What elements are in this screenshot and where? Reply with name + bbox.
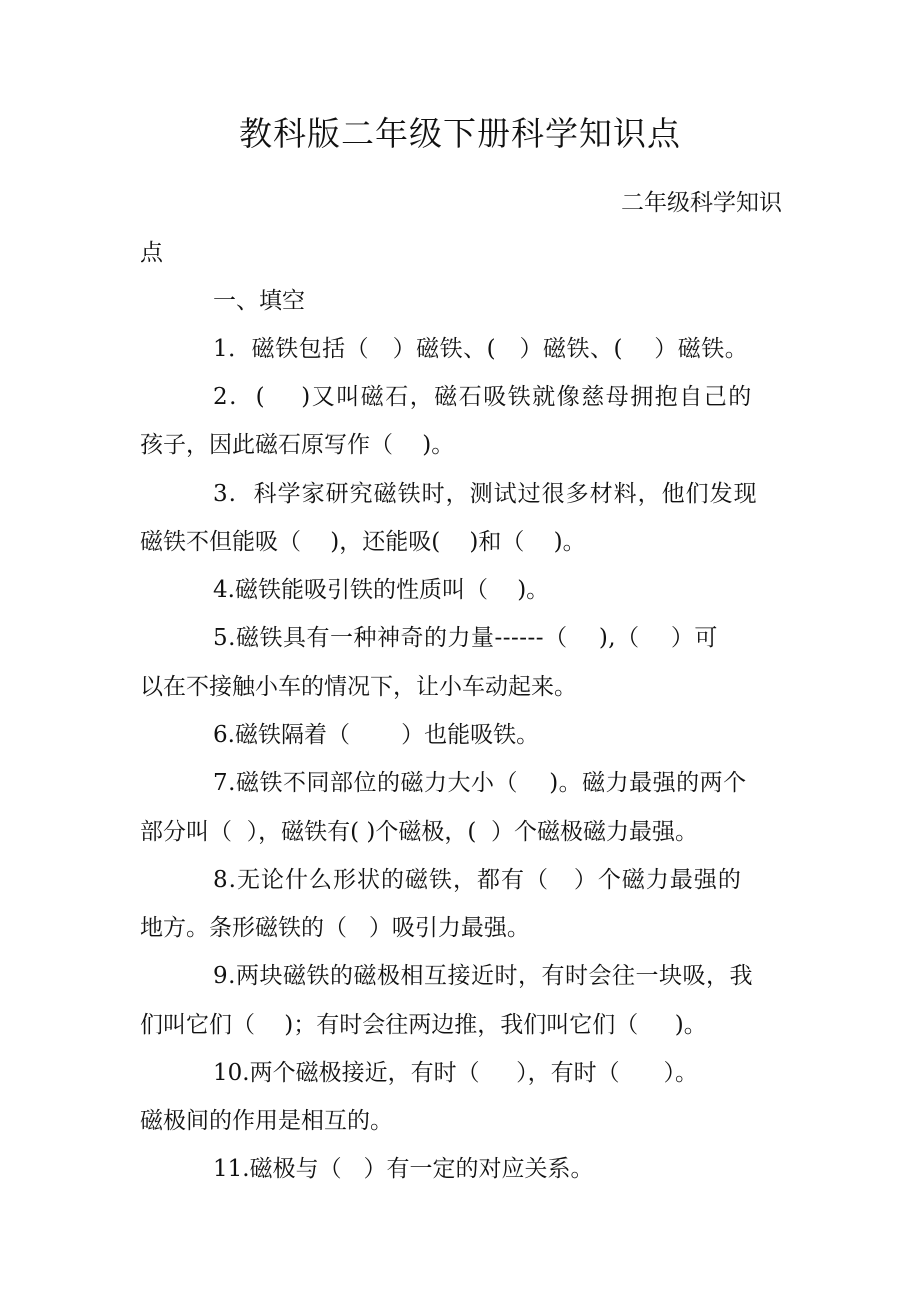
subtitle-line-2: 点	[140, 240, 163, 266]
question-9-line-2: 们叫它们（ )；有时会往两边推，我们叫它们（ )。	[140, 1012, 707, 1038]
question-5-line-1: 5.磁铁具有一种神奇的力量------（ ),（ ）可	[213, 625, 718, 651]
question-10-line-1: 10.两个磁极接近，有时（ ），有时（ ）。	[213, 1060, 698, 1086]
document-title: 教科版二年级下册科学知识点	[239, 114, 681, 153]
question-5-line-2: 以在不接触小车的情况下，让小车动起来。	[140, 674, 577, 700]
question-11: 11.磁极与（ ）有一定的对应关系。	[213, 1156, 594, 1182]
subtitle-line-1: 二年级科学知识	[621, 190, 782, 216]
question-10-line-2: 磁极间的作用是相互的。	[140, 1108, 393, 1134]
question-3-line-2: 磁铁不但能吸（ )，还能吸( )和（ )。	[140, 529, 586, 555]
question-9-line-1: 9.两块磁铁的磁极相互接近时，有时会往一块吸，我	[213, 963, 753, 989]
question-2-line-1: 2. ( )又叫磁石，磁石吸铁就像慈母拥抱自己的	[213, 384, 753, 410]
question-7-line-2: 部分叫（ ），磁铁有( )个磁极，( ）个磁极磁力最强。	[140, 819, 698, 845]
question-1: 1．磁铁包括（ ）磁铁、( ）磁铁、( ）磁铁。	[213, 336, 749, 362]
question-3-line-1: 3. 科学家研究磁铁时，测试过很多材料，他们发现	[213, 481, 758, 507]
question-2-line-2: 孩子，因此磁石原写作（ )。	[140, 432, 455, 458]
section-heading: 一、填空	[213, 288, 305, 314]
question-8-line-2: 地方。条形磁铁的（ ）吸引力最强。	[140, 915, 530, 941]
question-7-line-1: 7.磁铁不同部位的磁力大小（ )。磁力最强的两个	[213, 770, 747, 796]
question-4: 4.磁铁能吸引铁的性质叫（ )。	[213, 577, 550, 603]
question-6: 6.磁铁隔着（ ）也能吸铁。	[213, 722, 540, 748]
question-8-line-1: 8.无论什么形状的磁铁，都有（ ）个磁力最强的	[213, 867, 742, 893]
